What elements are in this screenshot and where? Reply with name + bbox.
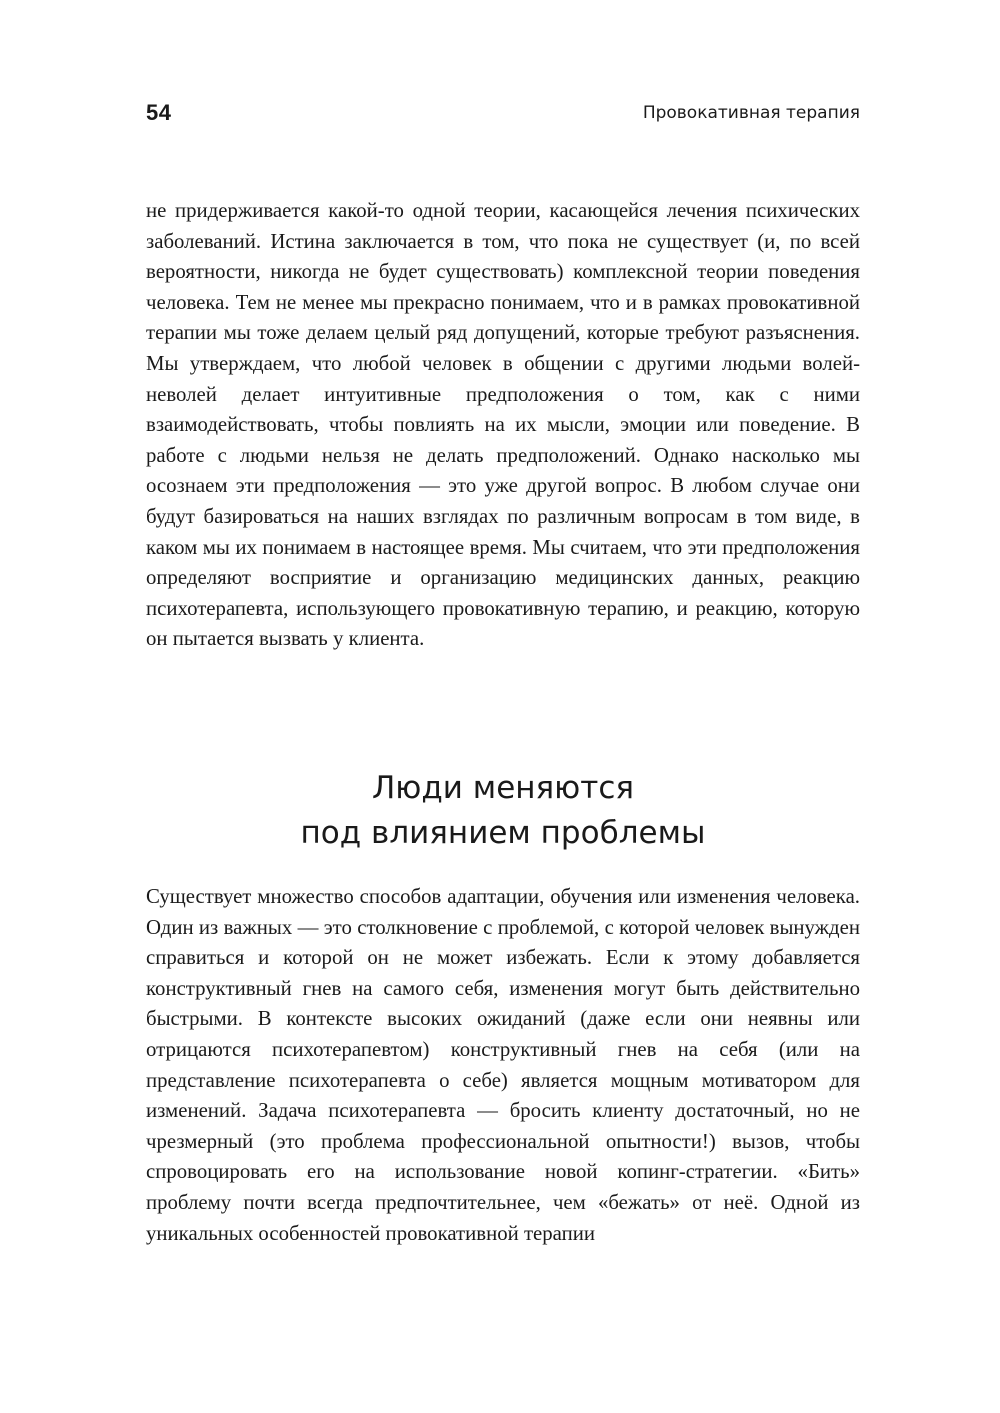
- section-heading-line-2: под влиянием проблемы: [300, 815, 706, 851]
- page-number: 54: [146, 100, 172, 125]
- body-paragraph: не придерживается какой-то одной теории, касающейся лечения психических заболеваний. Истина заключается в том, что пока не существует (и, по всей вероятности, никогда не будет существовать) комплексной теории поведения человека. Тем не менее мы прекрасно понимаем, что и в рамках провокативной терапии мы тоже делаем целый ряд допущений, которые требуют разъяснения. Мы утверждаем, что любой человек в общении с другими людьми волей-неволей делает интуитивные предположения о том, как с ними взаимодействовать, чтобы повлиять на их мысли, эмоции или поведение. В работе с людьми нельзя не делать предположений. Однако насколько мы осознаем эти предположения — это уже другой вопрос. В любом случае они будут базироваться на наших взглядах по различным вопросам в том виде, в каком мы их понимаем в настоящее время. Мы считаем, что эти предположения определяют восприятие и организацию медицинских данных, реакцию психотерапевта, использующего провокативную терапию, и реакцию, которую он пытается вызвать у клиента.: [146, 199, 860, 651]
- running-title: Провокативная терапия: [642, 103, 860, 123]
- section-heading: [146, 766, 860, 856]
- body-paragraph: Существует множество способов адаптации, обучения или изменения человека. Один из важных — это столкновение с проблемой, с которой человек вынужден справиться и которой он не может избежать. Если к этому добавляется конструктивный гнев на самого себя, изменения могут быть действительно быстрыми. В контексте высоких ожиданий (даже если они неявны или отрицаются психотерапевтом) конструктивный гнев на себя (или на представление психотерапевта о себе) является мощным мотиватором для изменений. Задача психотерапевта — бросить клиенту достаточный, но не чрезмерный (это проблема профессиональной опытности!) вызов, чтобы спровоцировать его на использование новой копинг-стратегии. «Бить» проблему почти всегда предпочтительнее, чем «бежать» от неё. Одной из уникальных особенностей провокативной терапии: [146, 885, 860, 1245]
- section-heading-line-1: Люди меняются: [371, 770, 635, 806]
